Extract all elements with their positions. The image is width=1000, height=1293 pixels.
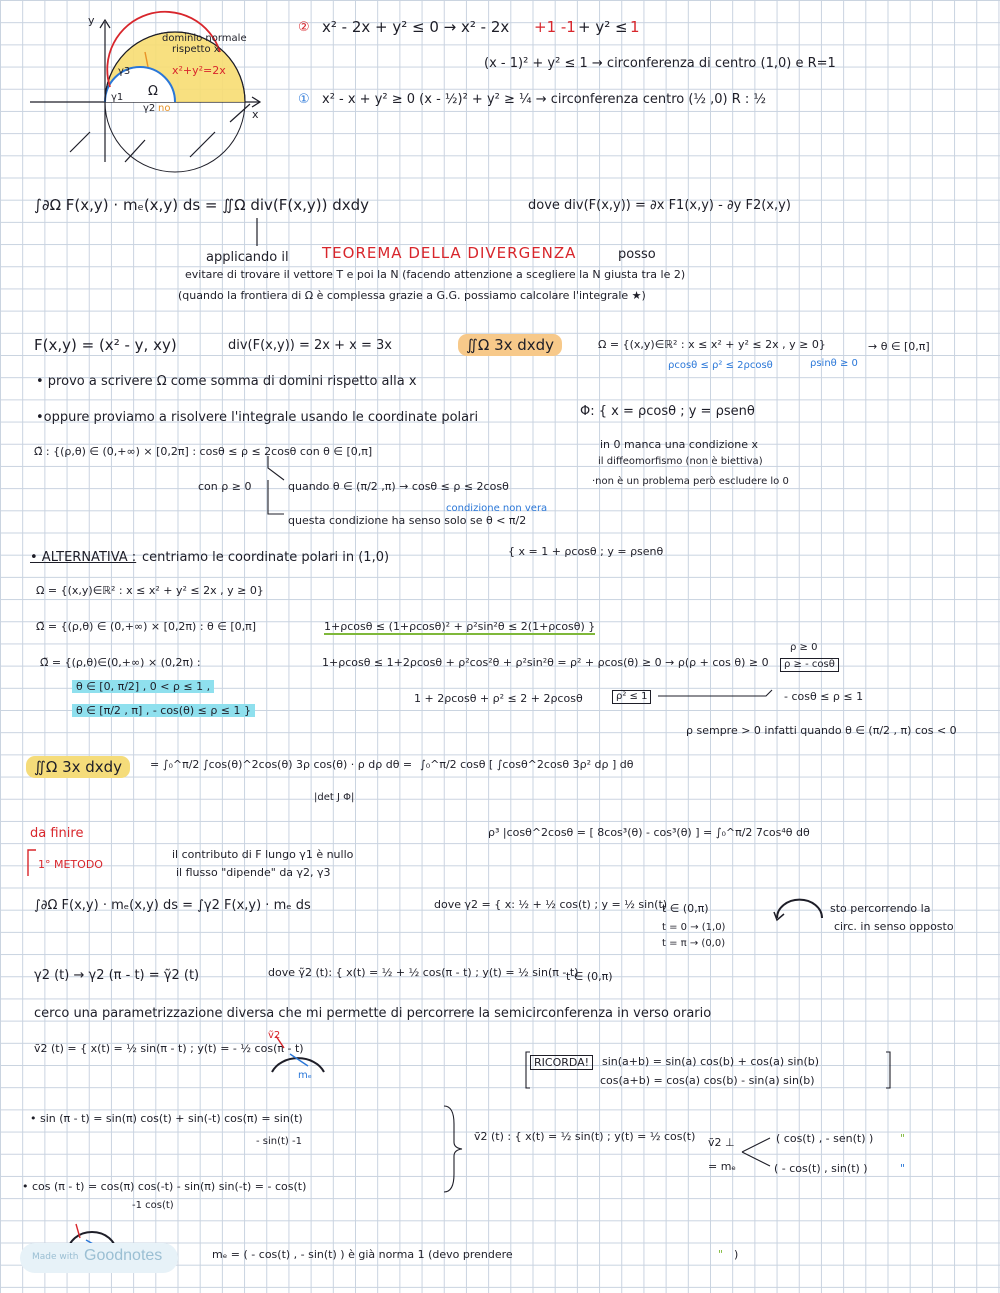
option-2-mark: " xyxy=(900,1162,906,1175)
rho-condition-blue: ρcosθ ≤ ρ² ≤ 2ρcosθ xyxy=(668,360,773,371)
traverse-note-2: circ. in senso opposto xyxy=(834,920,954,933)
rho-sin-blue: ρsinθ ≥ 0 xyxy=(810,358,858,369)
alternative-omega-tilde: Ω̃ = {(ρ,θ) ∈ (0,+∞) × [0,2π) : θ ∈ [0,π] xyxy=(36,620,257,633)
omega-label: Ω xyxy=(148,84,158,99)
gamma1-label: γ1 xyxy=(111,92,124,103)
option-1: ( cos(t) , - sen(t) ) xyxy=(776,1132,874,1145)
diffeo-note: il diffeomorfismo (non è biettiva) xyxy=(598,456,763,467)
sin-identity-sub: - sin(t) -1 xyxy=(256,1136,302,1147)
alternative-title: • ALTERNATIVA : xyxy=(30,550,137,565)
alternative-inequality: 1+ρcosθ ≤ (1+ρcosθ)² + ρ²sin²θ ≤ 2(1+ρcosθ) } xyxy=(324,620,596,633)
c1-marker: ① xyxy=(298,92,310,107)
cos-identity: • cos (π - t) = cos(π) cos(-t) - sin(π) sin(-t) = - cos(t) xyxy=(22,1180,307,1193)
first-method: 1° METODO xyxy=(38,858,103,871)
final-mark: " xyxy=(718,1248,724,1261)
t-zero: t = 0 → (1,0) xyxy=(662,922,726,933)
alternative-arrow xyxy=(658,688,778,708)
option-1-mark: " xyxy=(900,1132,906,1145)
only-if-note: questa condizione ha senso solo se θ < π/2 xyxy=(288,514,527,527)
t-range-2: t ∈ (0,π) xyxy=(566,970,613,983)
gamma-reverse: γ2 (t) → γ2 (π - t) = γ̃2 (t) xyxy=(34,968,200,983)
method-flux-equation: ∫∂Ω F(x,y) · mₑ(x,y) ds = ∫γ2 F(x,y) · mₑ ds xyxy=(34,898,311,913)
cos-identity-sub: -1 cos(t) xyxy=(132,1200,174,1211)
theta-range: → θ ∈ [0,π] xyxy=(868,340,930,353)
remember-sin: sin(a+b) = sin(a) cos(b) + cos(a) sin(b) xyxy=(602,1055,820,1068)
final-me: mₑ = ( - cos(t) , - sin(t) ) è già norma 1 (devo prendere xyxy=(212,1248,513,1261)
v2-perp: ṽ2 ⊥ xyxy=(708,1136,735,1149)
alternative-system: { x = 1 + ρcosθ ; y = ρsenθ xyxy=(508,545,664,558)
or-polar: •oppure proviamo a risolvere l'integrale usando le coordinate polari xyxy=(36,410,479,425)
c2-one: 1 xyxy=(630,18,640,36)
goodnotes-watermark xyxy=(20,1243,178,1273)
alternative-box-rho: ρ ≥ - cosθ xyxy=(780,658,839,672)
border-text: (quando la frontiera di Ω è complessa grazie a G.G. possiamo calcolare l'integrale ★) xyxy=(178,289,646,302)
v2-arrow-label: ṽ2 xyxy=(268,1030,281,1041)
posso-text: posso xyxy=(618,247,656,262)
where-div: dove div(F(x,y)) = ∂x F1(x,y) - ∂y F2(x,y) xyxy=(528,198,791,213)
c2-inequality: x² - 2x + y² ≤ 0 → x² - 2x xyxy=(322,18,510,36)
when-theta: quando θ ∈ (π/2 ,π) → cosθ ≤ ρ ≤ 2cosθ xyxy=(288,480,509,493)
alternative-text: centriamo le coordinate polari in (1,0) xyxy=(142,550,390,565)
contribution-note: il contributo di F lungo γ1 è nullo xyxy=(172,848,354,861)
computation-integral: ∬Ω 3x dxdy xyxy=(26,756,130,778)
me-equal: = mₑ xyxy=(708,1160,737,1173)
field-definition: F(x,y) = (x² - y, xy) xyxy=(34,336,177,354)
seek-param: cerco una parametrizzazione diversa che mi permette di percorrere la semicirconferenza in verso orario xyxy=(34,1006,712,1021)
flux-equation: ∫∂Ω F(x,y) · mₑ(x,y) ds = ∬Ω div(F(x,y)) dxdy xyxy=(34,196,370,214)
alternative-omega: Ω = {(x,y)∈ℝ² : x ≤ x² + y² ≤ 2x , y ≥ 0} xyxy=(36,584,264,597)
gamma2-label: γ2 xyxy=(143,103,156,114)
remember-label: RICORDA! xyxy=(530,1055,593,1070)
polar-brackets xyxy=(260,456,380,516)
me-arrow-label: mₑ xyxy=(298,1070,312,1081)
c2-result: (x - 1)² + y² ≤ 1 → circonferenza di centro (1,0) e R=1 xyxy=(484,56,836,71)
domain-note-2: rispetto x xyxy=(172,44,220,55)
circle-equation: x²+y²=2x xyxy=(172,64,226,77)
v2-system: ṽ2 (t) : { x(t) = ½ sin(t) ; y(t) = ½ cos(t) xyxy=(474,1130,696,1143)
avoid-text: evitare di trovare il vettore T e poi la N (facendo attenzione a scegliere la N giusta tra le 2) xyxy=(185,268,686,281)
alternative-expand: 1+ρcosθ ≤ 1+2ρcosθ + ρ²cos²θ + ρ²sin²θ = ρ² + ρcos(θ) ≥ 0 → ρ(ρ + cos θ) ≥ 0 xyxy=(322,656,769,669)
computation-eq1: = ∫₀^π/2 ∫cos(θ)^2cos(θ) 3ρ cos(θ) · ρ dρ dθ = xyxy=(150,758,413,771)
where-gamma-tilde: dove γ̃2 (t): { x(t) = ½ + ½ cos(π - t) ; y(t) = ½ sin(π - t) xyxy=(268,966,579,979)
c2-plus-minus: +1 -1 xyxy=(534,18,576,36)
alternative-final-range: - cosθ ≤ ρ ≤ 1 xyxy=(784,690,864,703)
alternative-case2: θ ∈ [π/2 , π] , - cos(θ) ≤ ρ ≤ 1 } xyxy=(72,704,255,717)
to-finish: da finire xyxy=(30,826,84,841)
method-bracket xyxy=(24,848,44,878)
remember-cos: cos(a+b) = cos(a) cos(b) - sin(a) sin(b) xyxy=(600,1074,815,1087)
alternative-always: ρ sempre > 0 infatti quando θ ∈ (π/2 , π) cos < 0 xyxy=(686,724,957,737)
not-problem-note: ·non è un problema però escludere lo 0 xyxy=(592,476,789,487)
applying-arrow xyxy=(252,218,272,248)
c2-rest: + y² ≤ xyxy=(578,18,628,36)
flux-depends-note: il flusso "dipende" da γ2, γ3 xyxy=(176,866,331,879)
identities-brace xyxy=(440,1104,470,1194)
alternative-box-rho2: ρ² ≤ 1 xyxy=(612,690,651,704)
axis-y-label: y xyxy=(88,14,95,27)
option-2: ( - cos(t) , sin(t) ) xyxy=(774,1162,868,1175)
computation-eq2: ∫₀^π/2 cosθ [ ∫cosθ^2cosθ 3ρ² dρ ] dθ xyxy=(420,758,634,771)
theorem-title: TEOREMA DELLA DIVERGENZA xyxy=(322,244,577,262)
omega-set: Ω = {(x,y)∈ℝ² : x ≤ x² + y² ≤ 2x , y ≥ 0} xyxy=(598,338,826,351)
computation-result: ρ³ |cosθ^2cosθ = [ 8cos³(θ) - cos³(θ) ] = ∫₀^π/2 7cos⁴θ dθ xyxy=(488,826,810,839)
domain-note: dominio normale xyxy=(162,33,247,44)
axis-x-label: x xyxy=(252,108,259,121)
not-true-label: condizione non vera xyxy=(446,503,548,514)
no-label: no xyxy=(158,103,171,114)
integral-highlight: ∬Ω 3x dxdy xyxy=(458,334,562,356)
c1-inequality: x² - x + y² ≥ 0 (x - ½)² + y² ≥ ¼ → circonferenza centro (½ ,0) R : ½ xyxy=(322,92,767,107)
where-gamma2: dove γ2 = { x: ½ + ½ cos(t) ; y = ½ sin(t) xyxy=(434,898,668,911)
phi-definition: Φ: { x = ρcosθ ; y = ρsenθ xyxy=(580,404,755,419)
sin-identity: • sin (π - t) = sin(π) cos(t) + sin(-t) cos(π) = sin(t) xyxy=(30,1112,303,1125)
in-zero-note: in 0 manca una condizione x xyxy=(600,438,759,451)
alternative-rho-pos: ρ ≥ 0 xyxy=(790,642,818,653)
computation-jacobian: |det J Φ| xyxy=(314,792,355,803)
semicircle-arrow xyxy=(772,896,832,926)
rho-positive: con ρ ≥ 0 xyxy=(198,480,252,493)
alternative-second: 1 + 2ρcosθ + ρ² ≤ 2 + 2ρcosθ xyxy=(414,692,583,705)
div-field: div(F(x,y)) = 2x + x = 3x xyxy=(228,338,392,353)
final-close: ) xyxy=(734,1248,739,1261)
alternative-case1: θ ∈ [0, π/2] , 0 < ρ ≤ 1 , xyxy=(72,680,214,693)
applying-text: applicando il xyxy=(206,250,289,265)
watermark-made-with: Made with xyxy=(32,1252,79,1262)
v2-definition: ṽ2 (t) = { x(t) = ½ sin(π - t) ; y(t) = - ½ cos(π - t) xyxy=(34,1042,304,1055)
traverse-note: sto percorrendo la xyxy=(830,902,931,915)
omega-tilde-polar: Ω̃ : {(ρ,θ) ∈ (0,+∞) × [0,2π] : cosθ ≤ ρ ≤ 2cosθ con θ ∈ [0,π] xyxy=(34,445,373,458)
alternative-omega-tilde2: Ω̃ = {(ρ,θ)∈(0,+∞) × (0,2π) : xyxy=(40,656,201,669)
try-sum: • provo a scrivere Ω come somma di domini rispetto alla x xyxy=(36,374,417,389)
gamma3-label: γ3 xyxy=(118,66,131,77)
watermark-brand: Goodnotes xyxy=(84,1247,163,1264)
c2-marker: ② xyxy=(298,20,310,35)
t-range: t ∈ (0,π) xyxy=(662,902,709,915)
t-pi: t = π → (0,0) xyxy=(662,938,726,949)
